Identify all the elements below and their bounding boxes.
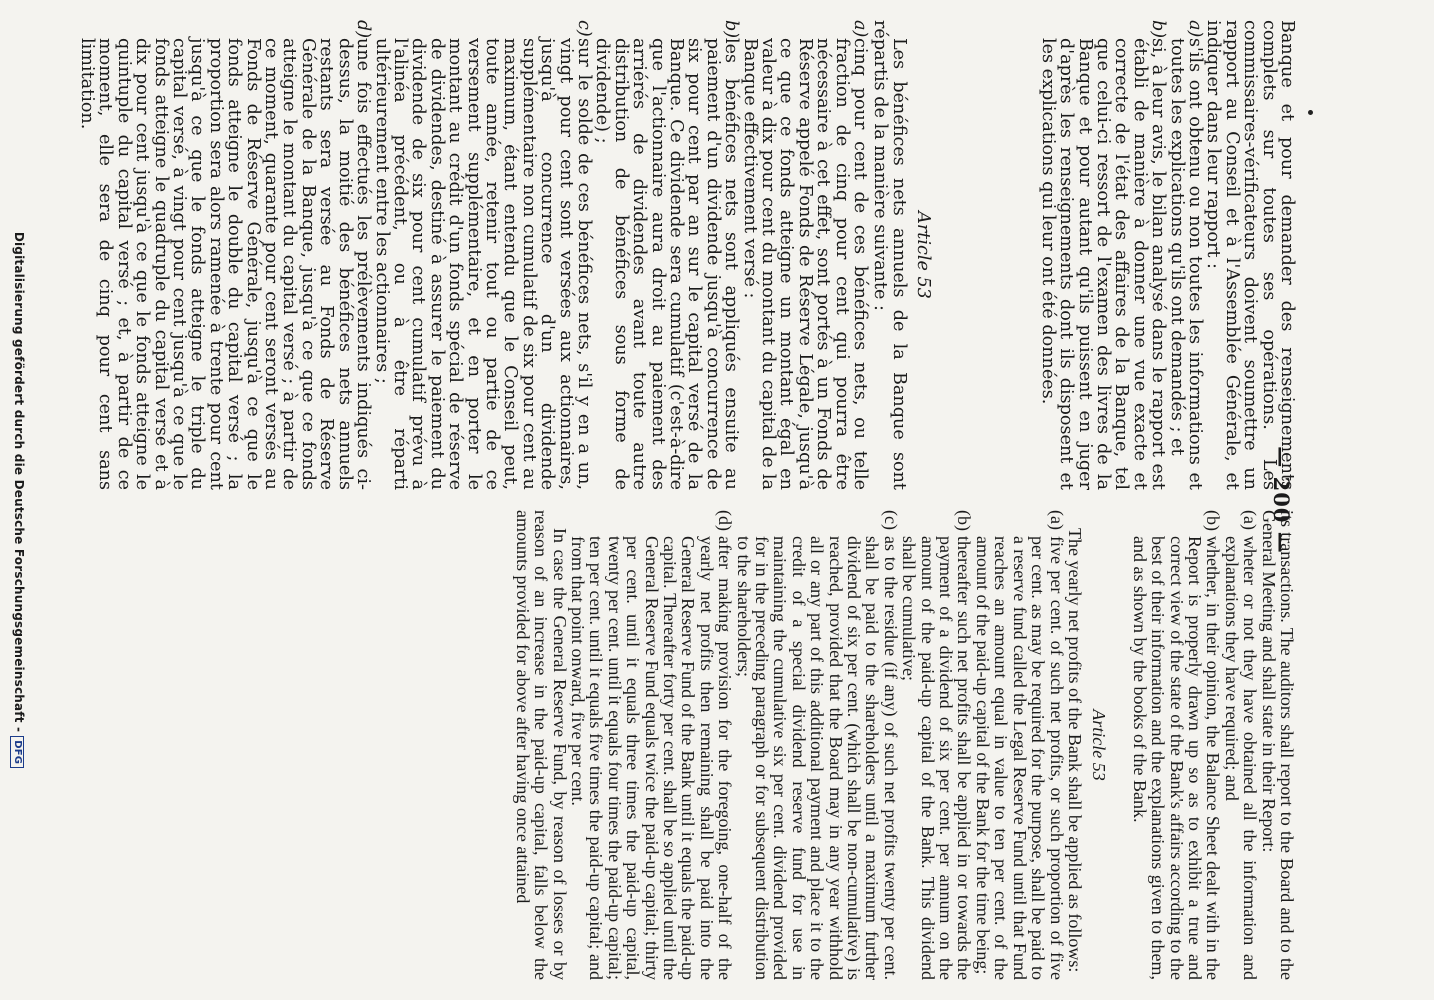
item-label: (b) [954,510,975,531]
item-label: a) [850,20,871,38]
french-article-item-a [740,20,869,490]
item-label: d) [353,20,374,39]
item-text: sur le solde de ces bénéfices nets, s'il y en a un, vingt pour cent sont versées aux actionnaires, jusqu'à concurrence d'un dividende supplémentaire non cumulatif de six pour cent au maximum, étant entendu que le Conseil peut, toute année, retenir tout ou partie de ce versement supplémentaire, et en porter le montant au crédit d'un fonds spécial de réserve de dividendes, destiné à assurer le paiement du dividende de six pour cent cumulatif prévu à l'alinéa précédent, ou à être réparti ultérieurement entre les actionnaires ; [371,38,594,490]
page-number: — 200 — [1269,446,1294,554]
item-label: b) [1148,20,1169,39]
item-text: as to the residue (if any) of such net profits twenty per cent. shall be paid to the shareholders until a maximum further dividend of six per cent. (which shall be non-cumulative) is reached, provided that the Board may in any year withhold all or any part of this additional payment and place it to the credit of a special dividend reserve fund for use in maintaining the cumulative six per cent. dividend provided for in the preceding paragraph or for subsequent distribution to the shareholders; [733,536,901,980]
english-article-item-b [900,510,974,980]
footer-text: Digitalisierung gefördert durch die Deutsche Forschungsgemeinschaft - [12,231,26,733]
item-text: cinq pour cent de ces bénéfices nets, ou telle fraction de cinq pour cent qui pourra être nécessaire à cet effet, sont portés à un Fonds de Réserve appelé Fonds de Réserve Légale, jusqu'à ce que ce fonds atteigne un montant égal en valeur à dix pour cent du montant du capital de la Banque effectivement versé : [739,38,871,490]
item-text: une fois effectués les prélèvements indiqués ci-dessus, la moitié des bénéfices nets annuels restants sera versée au Fonds de Réserve Générale de la Banque, jusqu'à ce que ce fonds atteigne le montant du capital versé ; à partir de ce moment, quarante pour cent seront versés au Fonds de Réserve Générale, jusqu'à ce que le fonds atteigne le double du capital versé ; la proportion sera alors ramenée à trente pour cent jusqu'à ce que le fonds atteigne le triple du capital versé, à vingt pour cent jusqu'à ce que le fonds atteigne le quadruple du capital versé et à dix pour cent jusqu'à ce que le fonds atteigne le quintuple du capital versé ; et, à partir de ce moment, elle sera de cinq pour cent sans limitation. [77,38,374,490]
item-label: (a) [1240,510,1261,530]
item-label: b) [721,20,742,39]
dfg-logo: DFG [10,736,24,768]
french-article-intro: Les bénéfices nets annuels de la Banque sont répartis de la manière suivante : [870,20,909,490]
english-intro-item-a [1222,510,1259,980]
french-intro-item-a [1167,20,1204,490]
item-text: whether, in their opinion, the Balance Sheet dealt with in the Report is properly drawn up so as to exhibit a true and correct view of the state of the Bank's affairs according to the best of their information and the explanations given to them, and as shown by the books of the Bank. [1129,536,1224,980]
item-text: wheter or not they have obtained all the information and explanations they have required; and [1221,536,1261,980]
french-intro: Banque et pour demander des renseignements complets sur toutes ses opérations. Les commissaires-vérificateurs doivent soumettre un rapport au Conseil et à l'Assemblée Générale, et indiquer dans leur rapport : [1203,20,1297,490]
english-column [0,510,1296,980]
french-article-item-d [78,20,373,490]
item-text: s'ils ont obtenu ou non toutes les informations et toutes les explications qu'ils ont demandés ; et [1166,38,1205,490]
item-label: (c) [880,510,901,530]
french-article-item-c [372,20,593,490]
item-text: after making provision for the foregoing, one-half of the yearly net profits then remaining shall be paid into the General Reserve Fund of the Bank until it equals the paid-up capital. Thereafter forty per cent. shall be so applied until the General Reserve Fund equals twice the paid-up capital; thirty per cent. until it equals three times the paid-up capital, twenty per cent. until it equals four times the paid-up capital; ten per cent. until it equals five times the paid-up capital; and from that point onward, five per cent. [567,536,736,980]
english-closing: In case the General Reserve Fund, by reason of losses or by reason of an increase in the paid-up capital, falls below the amounts provided for above after having once attained [512,510,570,980]
item-text: five per cent. of such net profits, or such proportion of five per cent. as may be required for the purpose, shall be paid to a reserve fund called the Legal Reserve Fund until that Fund reaches an amount equal in value to ten per cent. of the amount of the paid-up capital of the Bank for the time being; [972,536,1067,980]
french-intro-item-b [1038,20,1167,490]
english-article-item-d [569,510,735,980]
item-label: (a) [1046,510,1067,530]
english-article-intro: The yearly net profits of the Bank shall be applied as follows: [1064,528,1085,973]
french-column [0,20,1296,490]
item-label: c) [574,20,594,37]
item-text: les bénéfices nets sont appliqués ensuite au paiement d'un dividende jusqu'à concurrence de six pour cent par an sur le capital versé de la Banque. Ce dividende sera cumulatif (c'est-à-dire que l'actionnaire aura droit au paiement des arriérés de dividendes avant toute autre distribution de bénéfices sous forme de dividende) ; [592,38,742,490]
item-label: (b) [1203,510,1224,531]
french-article-title: Article 53 [913,211,934,299]
english-article-item-c [734,510,900,980]
item-text: thereafter such net profits shall be applied in or towards the payment of a dividend of six per cent. per annum on the amount of the paid-up capital of the Bank. This dividend shall be cumulative; [899,536,975,980]
english-article-title: Article 53 [1089,709,1110,781]
english-article-item-a [974,510,1066,980]
english-intro-item-b [1130,510,1222,980]
french-article-item-b [593,20,740,490]
english-intro: its transactions. The auditors shall report to the Board and to the General Meeting and shall state in their Report: [1258,510,1297,980]
item-label: (d) [715,510,736,531]
item-label: a) [1184,20,1205,38]
item-text: si, à leur avis, le bilan analysé dans le rapport est établi de manière à donner une vue exacte et correcte de l'état des affaires de la Banque, tel que celui-ci ressort de l'examen des livres de la Banque et pour autant qu'ils puissent en juger d'après les renseignements dont ils disposent et les explications qui leur ont été données. [1037,38,1169,490]
